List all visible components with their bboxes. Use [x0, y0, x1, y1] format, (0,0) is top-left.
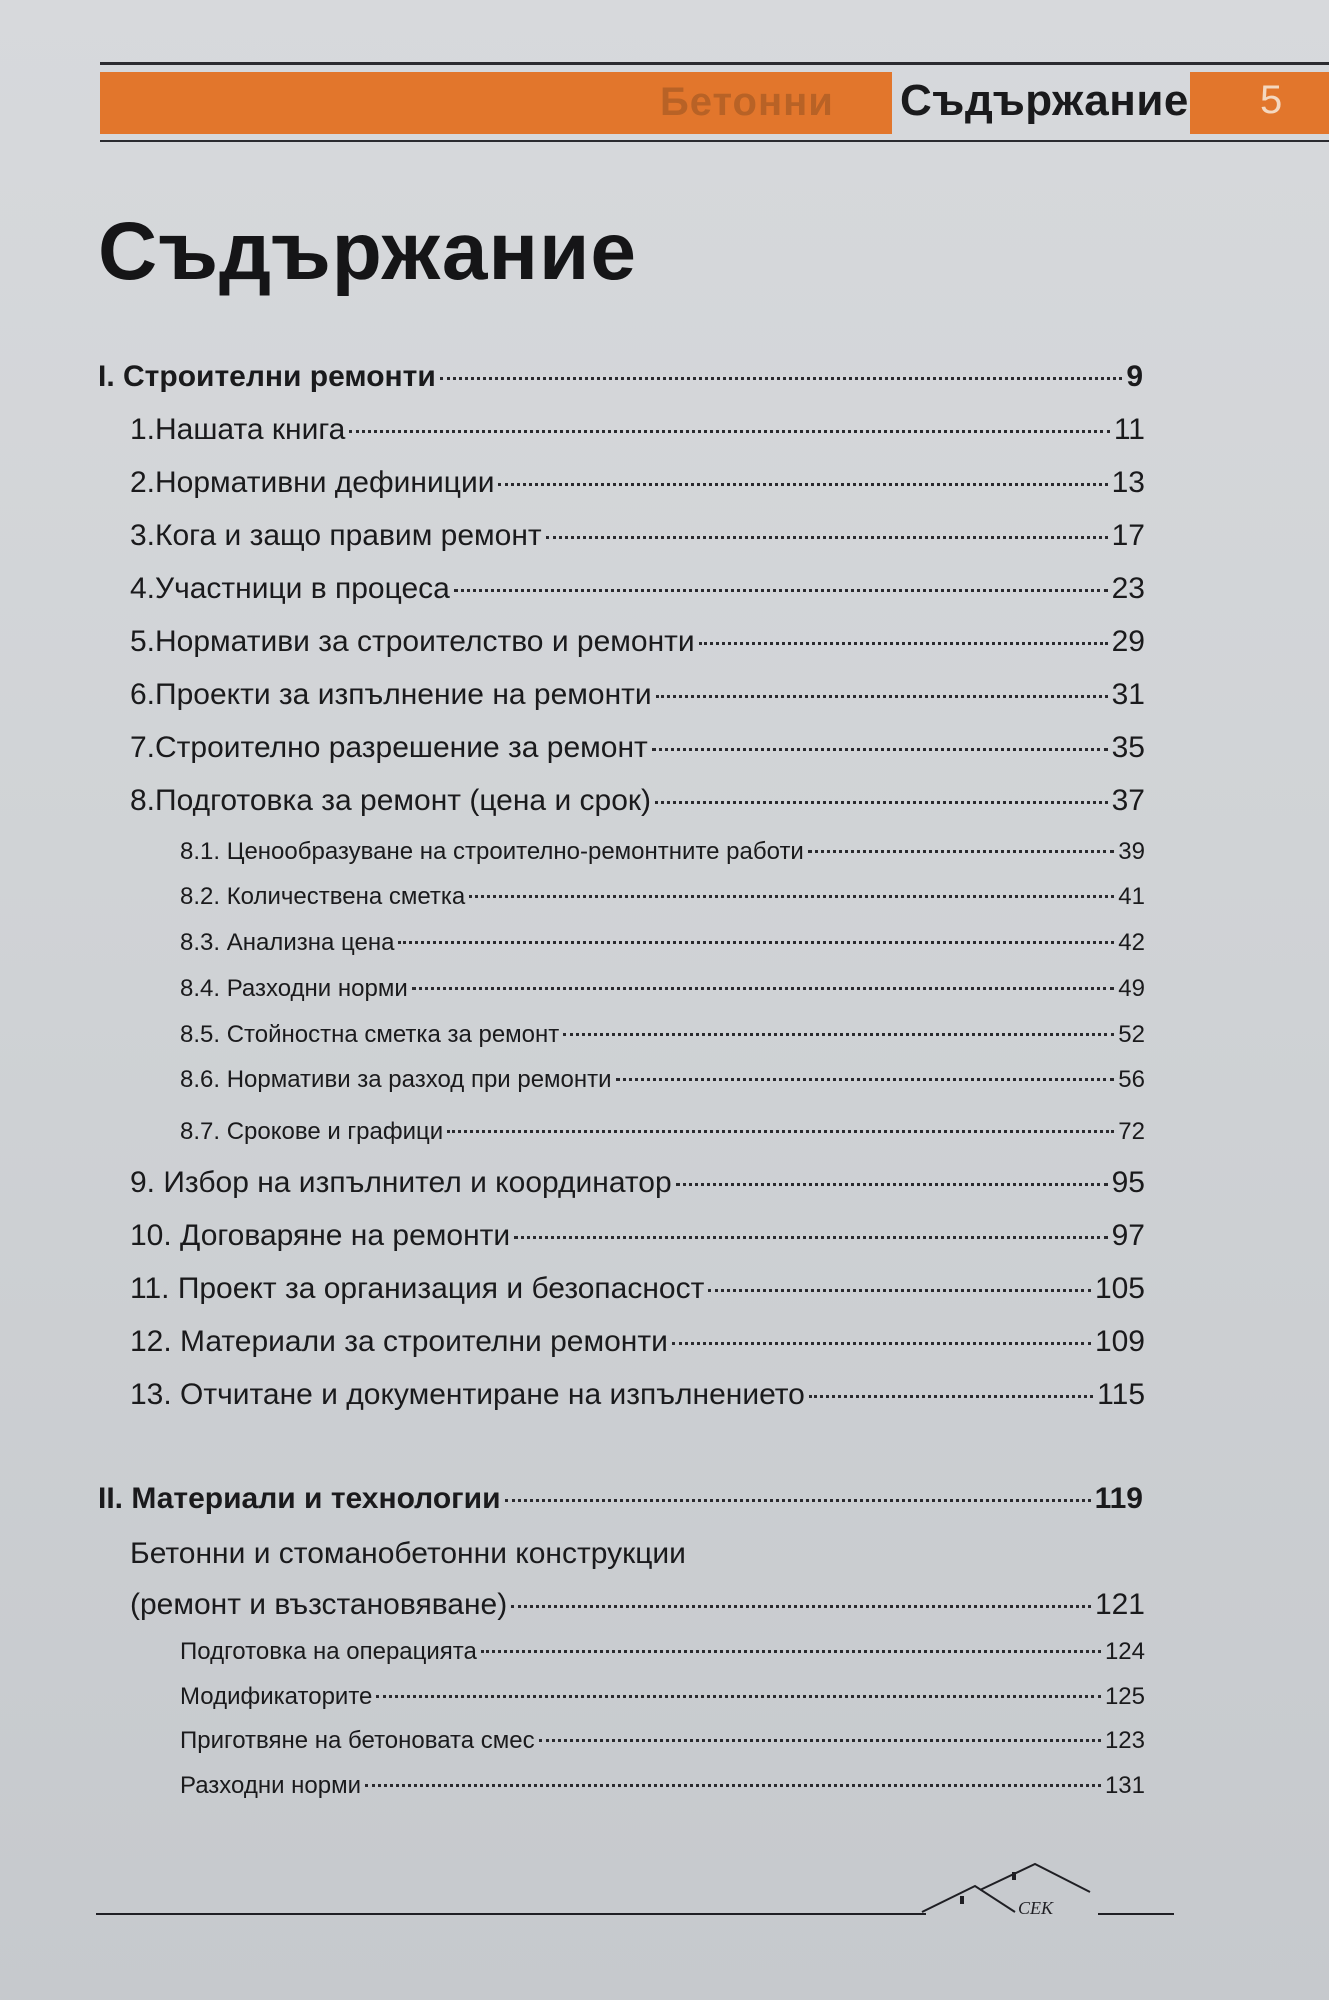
- toc-entry: [130, 519, 1145, 553]
- toc-entry-page: 37: [1111, 784, 1145, 817]
- toc-leader-dots: [447, 1130, 1114, 1133]
- top-rule: [100, 62, 1329, 65]
- publisher-logo-icon: [920, 1860, 1100, 1920]
- toc-entry-page: 52: [1118, 1021, 1145, 1048]
- toc-leader-dots: [616, 1078, 1115, 1081]
- toc-entry-page: 35: [1111, 731, 1145, 764]
- toc-leader-dots: [469, 895, 1114, 898]
- toc-entry-page: 125: [1104, 1683, 1145, 1710]
- toc-entry-text: II. Материали и технологии: [98, 1482, 501, 1515]
- toc-entry-text: I. Строителни ремонти: [98, 360, 436, 393]
- toc-leader-dots: [809, 1395, 1093, 1398]
- toc-entry-text: Разходни норми: [180, 1772, 362, 1799]
- toc-entry-text: 1.Нашата книга: [130, 413, 346, 446]
- toc-entry-page: 109: [1094, 1325, 1145, 1358]
- toc-subentry: [180, 1021, 1145, 1049]
- toc-entry-text: 9. Избор на изпълнител и координатор: [130, 1166, 672, 1199]
- toc-entry-text: 13. Отчитане и документиране на изпълнението: [130, 1378, 805, 1411]
- toc-entry: [130, 1219, 1145, 1253]
- header-bottom-rule: [100, 140, 1329, 142]
- toc-entry-text: 10. Договаряне на ремонти: [130, 1219, 511, 1252]
- toc-entry-text: 8.Подготовка за ремонт (цена и срок): [130, 784, 652, 817]
- toc-leader-dots: [440, 377, 1123, 380]
- toc-leader-dots: [699, 642, 1108, 645]
- toc-entry-page: 49: [1118, 975, 1145, 1002]
- toc-entry-text: 8.5. Стойностна сметка за ремонт: [180, 1021, 560, 1048]
- toc-entry: [130, 1272, 1145, 1306]
- toc-entry: [130, 678, 1145, 712]
- footer-rule-right: [1098, 1913, 1174, 1915]
- toc-entry-text: 8.6. Нормативи за разход при ремонти: [180, 1066, 612, 1093]
- toc-entry-text: 3.Кога и защо правим ремонт: [130, 519, 542, 552]
- toc-entry-text: 8.7. Срокове и графици: [180, 1118, 444, 1145]
- toc-entry-text: (ремонт и възстановяване): [130, 1588, 508, 1621]
- toc-entry-text: Модификаторите: [180, 1683, 373, 1710]
- toc-entry-page: 131: [1104, 1772, 1145, 1799]
- header-ghost-text: Бетонни: [660, 80, 834, 124]
- toc-entry: [98, 360, 1143, 394]
- toc-leader-dots: [539, 1739, 1101, 1742]
- toc-entry-text: 12. Материали за строителни ремонти: [130, 1325, 668, 1358]
- toc-entry: [130, 413, 1145, 447]
- toc-entry-text: 11. Проект за организация и безопасност: [130, 1272, 705, 1305]
- toc-entry-page: 123: [1104, 1727, 1145, 1754]
- toc-subentry: [180, 838, 1145, 866]
- toc-entry-page: 121: [1094, 1588, 1145, 1621]
- toc-entry-text: 8.2. Количествена сметка: [180, 883, 466, 910]
- toc-entry-text: 2.Нормативни дефиниции: [130, 466, 495, 499]
- toc-entry-text: 7.Строително разрешение за ремонт: [130, 731, 648, 764]
- footer-rule-left: [96, 1913, 926, 1915]
- toc-leader-dots: [454, 589, 1108, 592]
- toc-leader-dots: [349, 430, 1110, 433]
- toc-entry-text: Подготовка на операцията: [180, 1638, 477, 1665]
- toc-entry-page: 9: [1126, 360, 1143, 393]
- toc-leader-dots: [511, 1605, 1091, 1608]
- toc-leader-dots: [655, 801, 1108, 804]
- toc-leader-dots: [514, 1236, 1107, 1239]
- toc-subentry: [180, 1683, 1145, 1711]
- toc-leader-dots: [708, 1289, 1091, 1292]
- toc-entry-page: 17: [1111, 519, 1145, 552]
- toc-entry-text: 8.1. Ценообразуване на строително-ремонтните работи: [180, 838, 804, 865]
- toc-subentry: [180, 1727, 1145, 1755]
- toc-entry-page: 42: [1118, 929, 1145, 956]
- toc-leader-dots: [546, 536, 1108, 539]
- toc-leader-dots: [808, 850, 1114, 853]
- toc-entry-page: 11: [1113, 413, 1145, 446]
- page-number: 5: [1260, 78, 1283, 122]
- toc-entry-page: 119: [1094, 1482, 1143, 1515]
- toc-leader-dots: [398, 941, 1114, 944]
- toc-entry-text: 5.Нормативи за строителство и ремонти: [130, 625, 695, 658]
- toc-entry: [130, 784, 1145, 818]
- toc-leader-dots: [563, 1033, 1114, 1036]
- toc-entry-page: 124: [1104, 1638, 1145, 1665]
- toc-entry-page: 95: [1111, 1166, 1145, 1199]
- toc-subentry: [180, 1638, 1145, 1666]
- toc-entry-page: 41: [1118, 883, 1145, 910]
- toc-entry-text: 4.Участници в процеса: [130, 572, 450, 605]
- toc-entry-text: 8.3. Анализна цена: [180, 929, 395, 956]
- toc-subentry: [180, 975, 1145, 1003]
- toc-subentry: [180, 1118, 1145, 1146]
- toc-entry-page: 105: [1094, 1272, 1145, 1305]
- toc-entry-page: 97: [1111, 1219, 1145, 1252]
- toc-leader-dots: [365, 1784, 1101, 1787]
- toc-leader-dots: [376, 1695, 1101, 1698]
- toc-subentry: [180, 1772, 1145, 1800]
- header-section-label: Съдържание: [900, 76, 1189, 125]
- toc-leader-dots: [412, 987, 1115, 990]
- toc-entry: [130, 466, 1145, 500]
- toc-leader-dots: [672, 1342, 1091, 1345]
- toc-entry: [130, 1166, 1145, 1200]
- toc-leader-dots: [498, 483, 1107, 486]
- toc-subentry: [180, 929, 1145, 957]
- toc-entry: [130, 1588, 1145, 1622]
- toc-leader-dots: [481, 1650, 1101, 1653]
- toc-leader-dots: [656, 695, 1108, 698]
- toc-leader-dots: [505, 1499, 1091, 1502]
- toc-entry-page: 31: [1111, 678, 1145, 711]
- toc-entry-text: 6.Проекти за изпълнение на ремонти: [130, 678, 652, 711]
- concrete-heading: Бетонни и стоманобетонни конструкции: [130, 1537, 686, 1570]
- toc-entry-text: 8.4. Разходни норми: [180, 975, 408, 1002]
- toc-entry: [130, 1325, 1145, 1359]
- toc-entry: [98, 1482, 1143, 1516]
- toc-entry: [130, 572, 1145, 606]
- running-header: [100, 72, 1329, 134]
- toc-entry: [130, 731, 1145, 765]
- publisher-logo-text: СЕК: [1018, 1898, 1053, 1918]
- toc-entry-page: 29: [1111, 625, 1145, 658]
- toc-leader-dots: [652, 748, 1108, 751]
- toc-entry-page: 13: [1111, 466, 1145, 499]
- toc-entry-page: 39: [1118, 838, 1145, 865]
- page-title: Съдържание: [98, 206, 638, 297]
- toc-entry-page: 72: [1118, 1118, 1145, 1145]
- toc-entry: [130, 625, 1145, 659]
- toc-subentry: [180, 883, 1145, 911]
- toc-entry-page: 23: [1111, 572, 1145, 605]
- toc-leader-dots: [676, 1183, 1108, 1186]
- toc-entry-text: Приготвяне на бетоновата смес: [180, 1727, 535, 1754]
- toc-entry-page: 56: [1118, 1066, 1145, 1093]
- toc-entry: [130, 1378, 1145, 1412]
- toc-subentry: [180, 1066, 1145, 1094]
- toc-entry-page: 115: [1097, 1378, 1145, 1411]
